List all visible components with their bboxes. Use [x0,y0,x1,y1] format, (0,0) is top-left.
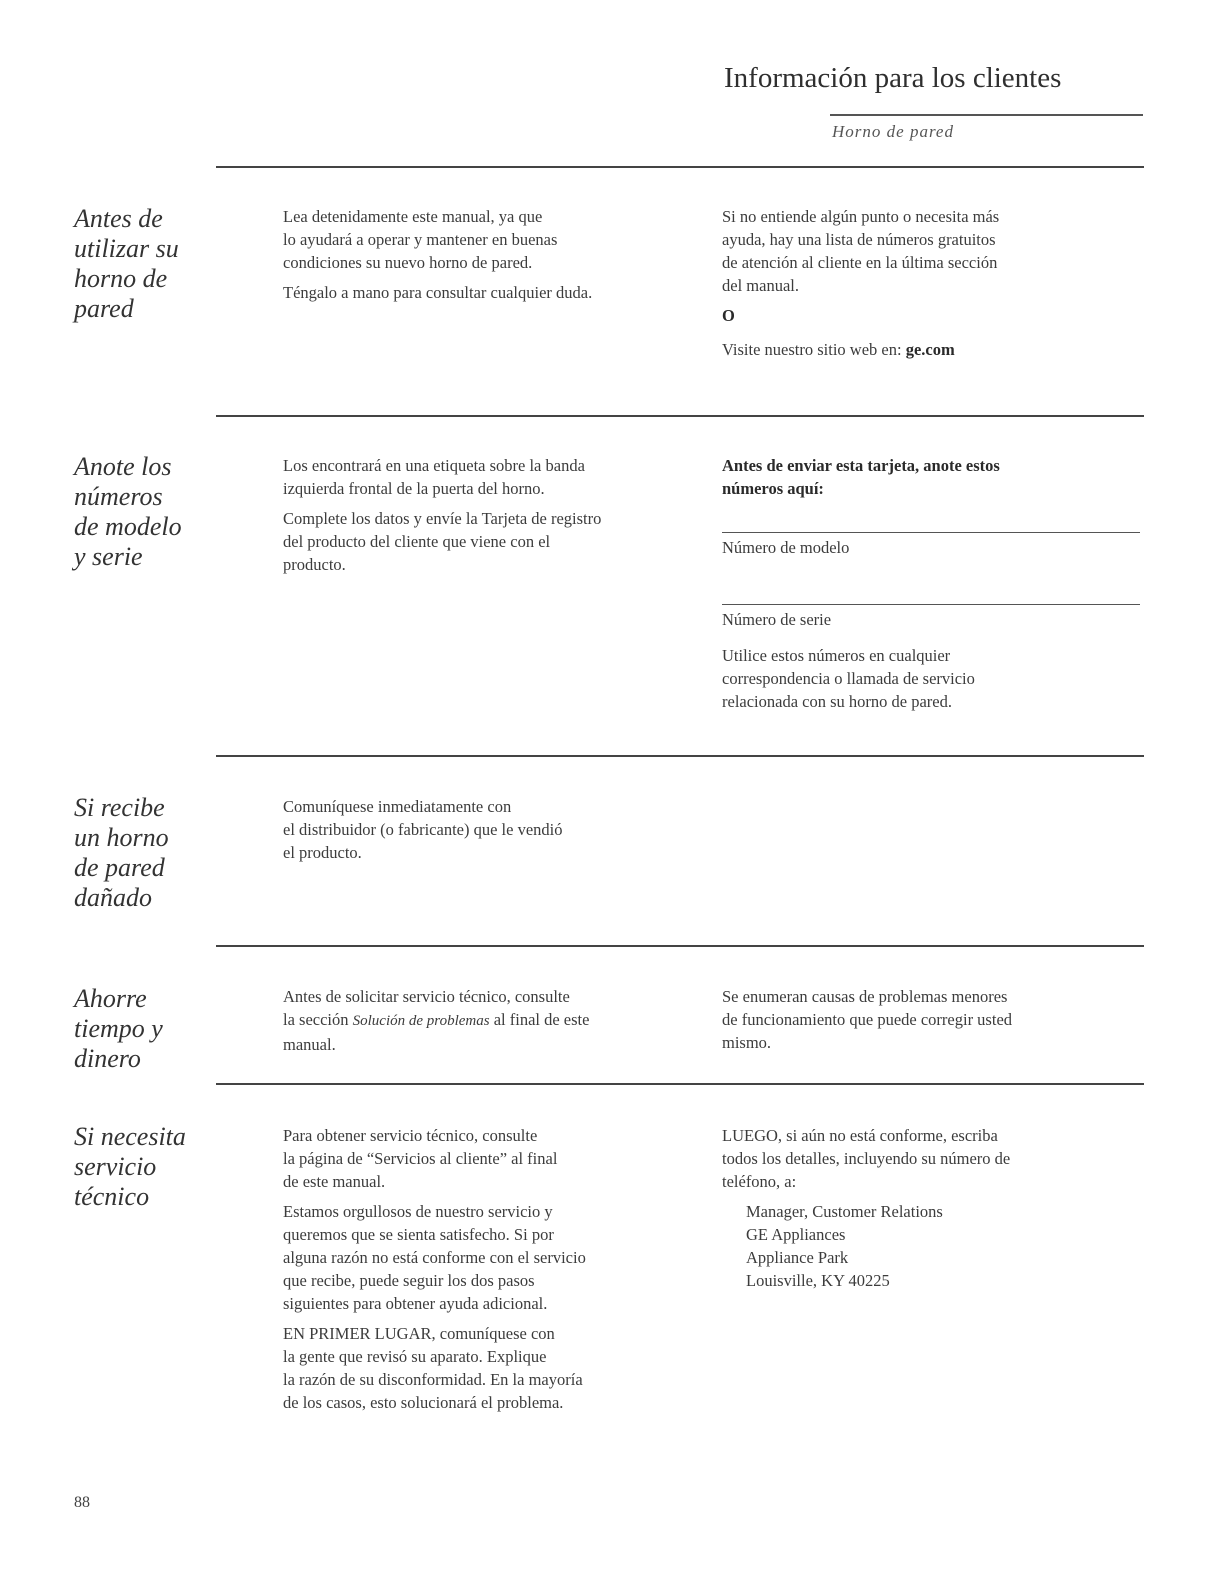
page-title: Información para los clientes [724,62,1062,94]
serial-number-line [722,604,1140,605]
page-subtitle: Horno de pared [832,122,954,141]
section-heading-before-use: Antes de utilizar su horno de pared [74,204,179,323]
service-left-text: Para obtener servicio técnico, consulte la página de “Servicios al cliente” al final de este manual. Estamos orgullosos de nuestro servicio y queremos que se sienta satisfecho. Si por alguna razón no está conforme con el servicio que recibe, puede seguir los dos pasos siguientes para obtener ayuda adicional. EN PRIMER LUGAR, comuníquese con la gente que revisó su aparato. Explique la razón de su disconformidad. En la mayoría de los casos, esto solucionará el problema. [283,1126,586,1412]
header-divider [830,114,1143,116]
section-divider [216,755,1144,757]
page-number: 88 [74,1494,90,1511]
save-right-text: Se enumeran causas de problemas menores de funcionamiento que puede corregir usted mismo. [722,987,1013,1052]
before-use-right-text: Si no entiende algún punto o necesita más ayuda, hay una lista de números gratuitos de atención al cliente en la última sección del manual. O Visite nuestro sitio web en: ge.com [722,207,1000,359]
serial-number-field [722,604,1142,631]
section-divider [216,945,1144,947]
model-number-label: Número de modelo [722,538,850,557]
section-divider [216,415,1144,417]
before-use-left-text: Lea detenidamente este manual, ya que lo ayudará a operar y mantener en buenas condiciones su nuevo horno de pared. Téngalo a mano para consultar cualquier duda. [283,207,593,302]
section-divider [216,1083,1144,1085]
serial-right-note: Utilice estos números en cualquier correspondencia o llamada de servicio relacionada con su horno de pared. [722,646,975,711]
serial-left-text: Los encontrará en una etiqueta sobre la banda izquierda frontal de la puerta del horno. Complete los datos y envíe la Tarjeta de registro del producto del cliente que viene con el producto. [283,456,602,574]
section-heading-service: Si necesita servicio técnico [74,1122,186,1211]
section-divider [216,166,1144,168]
model-number-field [722,532,1142,559]
model-number-line [722,532,1140,533]
save-left-text: Antes de solicitar servicio técnico, consulte la sección Solución de problemas al final de este manual. [283,987,590,1054]
section-heading-serial: Anote los números de modelo y serie [74,452,182,571]
section-heading-save: Ahorre tiempo y dinero [74,984,163,1073]
mailing-address: Manager, Customer Relations GE Appliances Appliance Park Louisville, KY 40225 [746,1202,943,1290]
serial-right-text: Antes de enviar esta tarjeta, anote estos números aquí: [722,456,1000,498]
section-heading-damaged: Si recibe un horno de pared dañado [74,793,169,912]
damaged-left-text: Comuníquese inmediatamente con el distribuidor (o fabricante) que le vendió el producto. [283,797,563,862]
service-right-text: LUEGO, si aún no está conforme, escriba todos los detalles, incluyendo su número de teléfono, a: Manager, Customer Relations GE Appliances Appliance Park Louisville, KY 40225 [722,1124,1142,1299]
website-link[interactable]: ge.com [905,340,955,359]
serial-number-label: Número de serie [722,610,832,629]
